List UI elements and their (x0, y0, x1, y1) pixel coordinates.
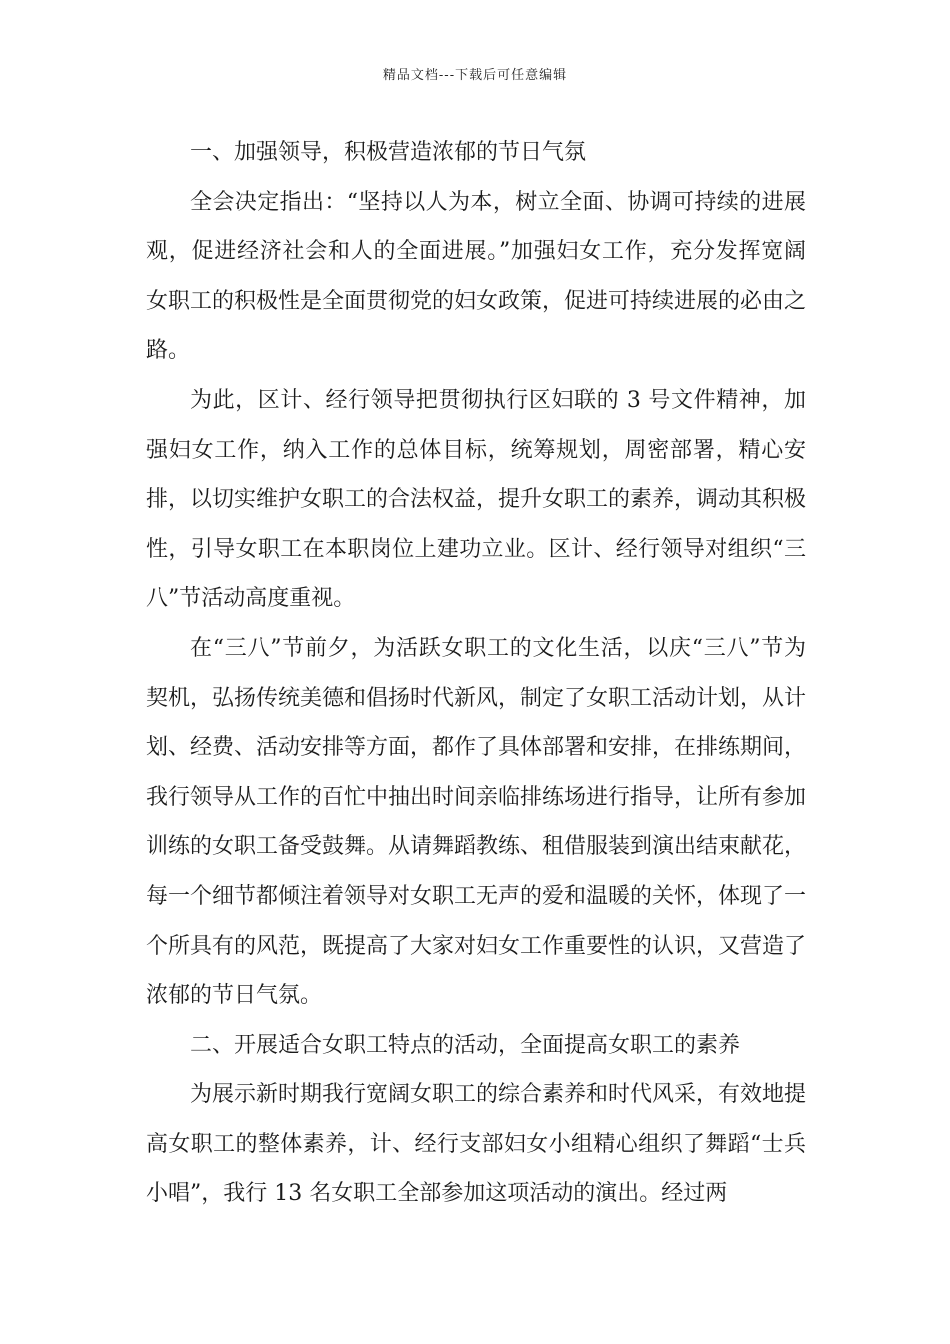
paragraph: 全会决定指出：“坚持以人为本，树立全面、协调可持续的进展观，促进经济社会和人的全面进展。”加强妇女工作，充分发挥宽阔女职工的积极性是全面贯彻党的妇女政策，促进可持续进展的必由之路。 (146, 189, 807, 364)
paragraph: 在“三八”节前夕，为活跃女职工的文化生活，以庆“三八”节为契机，弘扬传统美德和倡扬时代新风，制定了女职工活动计划，从计划、经费、活动安排等方面，都作了具体部署和安排，在排练期间，我行领导从工作的百忙中抽出时间亲临排练场进行指导，让所有参加训练的女职工备受鼓舞。从请舞蹈教练、租借服装到演出结束献花，每一个细节都倾注着领导对女职工无声的爱和温暖的关怀，体现了一个所具有的风范，既提高了大家对妇女工作重要性的认识，又营造了浓郁的节日气氛。 (146, 635, 807, 1009)
paragraph: 为此，区计、经行领导把贯彻执行区妇联的 3 号文件精神，加强妇女工作，纳入工作的总体目标，统筹规划，周密部署，精心安排，以切实维护女职工的合法权益，提升女职工的素养，调动其积极性，引导女职工在本职岗位上建功立业。区计、经行领导对组织“三八”节活动高度重视。 (146, 387, 807, 612)
paragraph: 为展示新时期我行宽阔女职工的综合素养和时代风采，有效地提高女职工的整体素养，计、经行支部妇女小组精心组织了舞蹈“士兵小唱”，我行 13 名女职工全部参加这项活动的演出。经过两 (146, 1082, 807, 1207)
document-body (146, 128, 806, 1219)
section-heading: 一、加强领导，积极营造浓郁的节日气氛 (190, 140, 587, 165)
page-header: 精品文档---下载后可任意编辑 (382, 68, 568, 83)
section-heading: 二、开展适合女职工特点的活动，全面提高女职工的素养 (190, 1032, 741, 1058)
